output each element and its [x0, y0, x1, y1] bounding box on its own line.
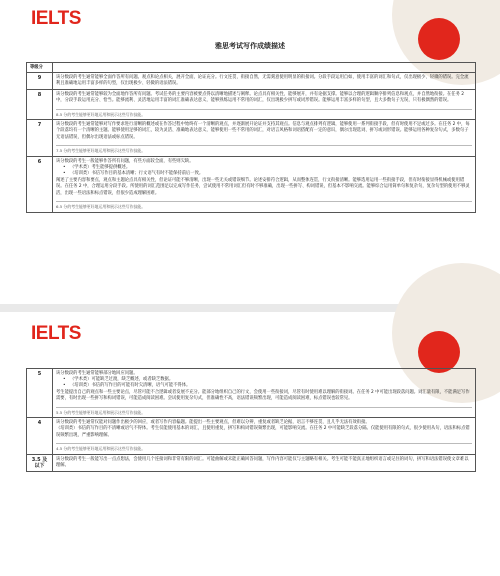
band-description	[53, 157, 476, 213]
table-row	[27, 369, 476, 418]
bullet-item: • （学术类）可能缺乏过渡，缺乏概述，或者缺乏数据。	[56, 377, 472, 383]
table-header-row	[27, 63, 476, 73]
band-description	[53, 120, 476, 157]
band-column-header: 等级分	[27, 63, 53, 73]
band-score: 5	[27, 369, 53, 418]
band-descriptor-table-2	[26, 368, 476, 472]
band-score: 9	[27, 73, 53, 90]
description-text: 该分数段的考生通常能够部分地回应问题。	[56, 370, 138, 376]
description-column-header	[53, 63, 476, 73]
band-score: 6	[27, 157, 53, 213]
band-description	[53, 418, 476, 455]
ielts-logo: IELTS	[31, 323, 81, 344]
description-text: 该分数段的考生通常能够对写作要求进行清晰的概述或在作答过程中始终有一个清晰的观点，并逐渐展开论证并支持其观点。信息与观点排列有逻辑，能够使用一系列衔接手段，但有时使用不足或过多。在任务 2 中，每个段落均有一个清晰的主题。能够使用足够的词汇，较为灵活、准确地表达意义，能够使用一些不常用的词汇，对语言风格和词语搭配有一定的意识，偶尔出现选词、拼写或词形错误。能够运用各种复杂句式，多数句子无语法错误，但偶尔出现语法或标点错误。	[56, 121, 470, 140]
half-band-note: 7.5 分的考生能够更好地运用和展示这些写作技能。	[56, 145, 472, 154]
description-text: 该分数段的考生通常仅能对问题作出极少的回应，或者写作内容偏题。能提出一些主要观点，但难以分辨，重复或者缺乏论据，语言不够连贯，且几乎无法有效衔接。	[56, 419, 370, 425]
band-description	[53, 73, 476, 90]
table-row	[27, 90, 476, 120]
document-title: 雅思考试写作成绩描述	[215, 42, 285, 50]
half-band-note: 6.5 分的考生能够更好地运用和展示这些写作技能。	[56, 201, 472, 210]
description-text: 该分数段的考生通常能够全面作答所有问题。观点和论点相关，展开全面，论证充分。行文连贯，衔接自然，无需刻意使用明显的衔接词。分段手段运用自如，使用丰富的词汇和句式，仅出现极少、轻微的错误。完全流利且准确地运用丰富多样的句型，仅出现极少、轻微的语法错误。	[56, 74, 469, 87]
band-score: 4	[27, 418, 53, 455]
band-score: 7	[27, 120, 53, 157]
decorative-circle-red	[418, 18, 460, 60]
band-description	[53, 90, 476, 120]
description-text: 该分数段的考生一般能写出一点点想法，会使用几个连接词和非常有限的词汇。可能曲解或未能正确回答问题，写作内容可能仅与主题略有相关。考生可能不能真正地组织语言或记住的词句，拼写和语法错误使文章难以理解。	[56, 456, 469, 468]
decorative-circle-red	[418, 331, 460, 373]
band-score: 3.5 及以下	[27, 455, 53, 472]
table-row	[27, 455, 476, 472]
half-band-note: 8.5 分的考生能够更好地运用和展示这些写作技能。	[56, 109, 472, 118]
document-page-2	[0, 313, 500, 576]
ielts-logo: IELTS	[31, 8, 81, 29]
table-row	[27, 157, 476, 213]
table-row	[27, 418, 476, 455]
bullet-item: • （学术类）考生能够提供概述。	[56, 165, 472, 171]
description-extra-text: 考生能提出自己的观点和一些主要论点，尽管可能不合逻辑或者发展不充分。能部分地组织自己的行文，会使用一些衔接词，尽管有时使用难以理解的衔接词。在任务 2 中可能出现段落问题。词汇量有限，不能满足写作需要，有时出现一些拼写和构词错误，可能造成阅读困难。尝试使用复杂句式，但准确性不高，语法错误频繁出现，可能造成阅读困难，标点错误也较常见。	[56, 389, 470, 402]
half-band-note: 5.5 分的考生能够更好地运用和展示这些写作技能。	[56, 407, 472, 416]
half-band-note: 4.5 分的考生能够更好地运用和展示这些写作技能。	[56, 443, 472, 452]
bullet-item: • （培训类）书信的写作目的可能有时欠清晰，语气可能不得体。	[56, 383, 472, 389]
description-extra-text: （培训类）书信的写作目的不清晰或语气不得体。考生仅能使用基本的词汇，且使用重复，拼写和构词错误频繁出现，可能影响交流。在任务 2 中可能缺乏段落分隔。仅能使用有限的句式，很少使用从句，语法和标点错误频繁出现，严重影响理解。	[56, 426, 470, 438]
band-description	[53, 455, 476, 472]
table-row	[27, 120, 476, 157]
bullet-item: • （培训类）书信写作目的基本清晰；行文语气有时不能保持前后一致。	[56, 171, 472, 177]
description-extra-text: 阐述了主要内容和要点，观点和主题论点具有相关性，但论证可能不够清晰，出现一些无关或错误细节。论述安排符合逻辑，从而整体连贯，行文衔接清晰。能够选用运用一些衔接手段，但有时衔接显得机械或使用错误。在任务 2 中，合理运用分段手段。所使用的词汇范围足以完成写作任务，尝试使用不常用词汇但有时不够准确，出现一些拼写、构词错误，但基本不影响交流。能够综合运用简单句和复杂句，复杂句型的使用不够灵活，出现一些语法和标点错误，但很少造成理解困难。	[56, 177, 470, 196]
table-row	[27, 73, 476, 90]
band-descriptor-table-1	[26, 62, 476, 213]
description-text: 该分数段的考生一般能够作答所有问题，有些方面较全面，有些则欠缺。	[56, 158, 194, 164]
band-description	[53, 369, 476, 418]
band-score: 8	[27, 90, 53, 120]
description-text: 该分数段的考生通常能够较为全面地作答所有问题。考试任务的主要内容被要点得以清晰地描述与阐释。论点具有相关性，能够展开，并有论据支撑。能够以合理的逻辑顺序排列信息和观点，并自然地衔接。在任务 2 中，分段手段运用充分、恰当。能够流利、灵活地运用丰富的词汇准确表达意义，能够熟练运用不常用的词汇，仅出现极少拼写或词形错误。能够运用丰富多样的句型，且大多数句子无误，只有极偶然的错误。	[56, 91, 464, 104]
